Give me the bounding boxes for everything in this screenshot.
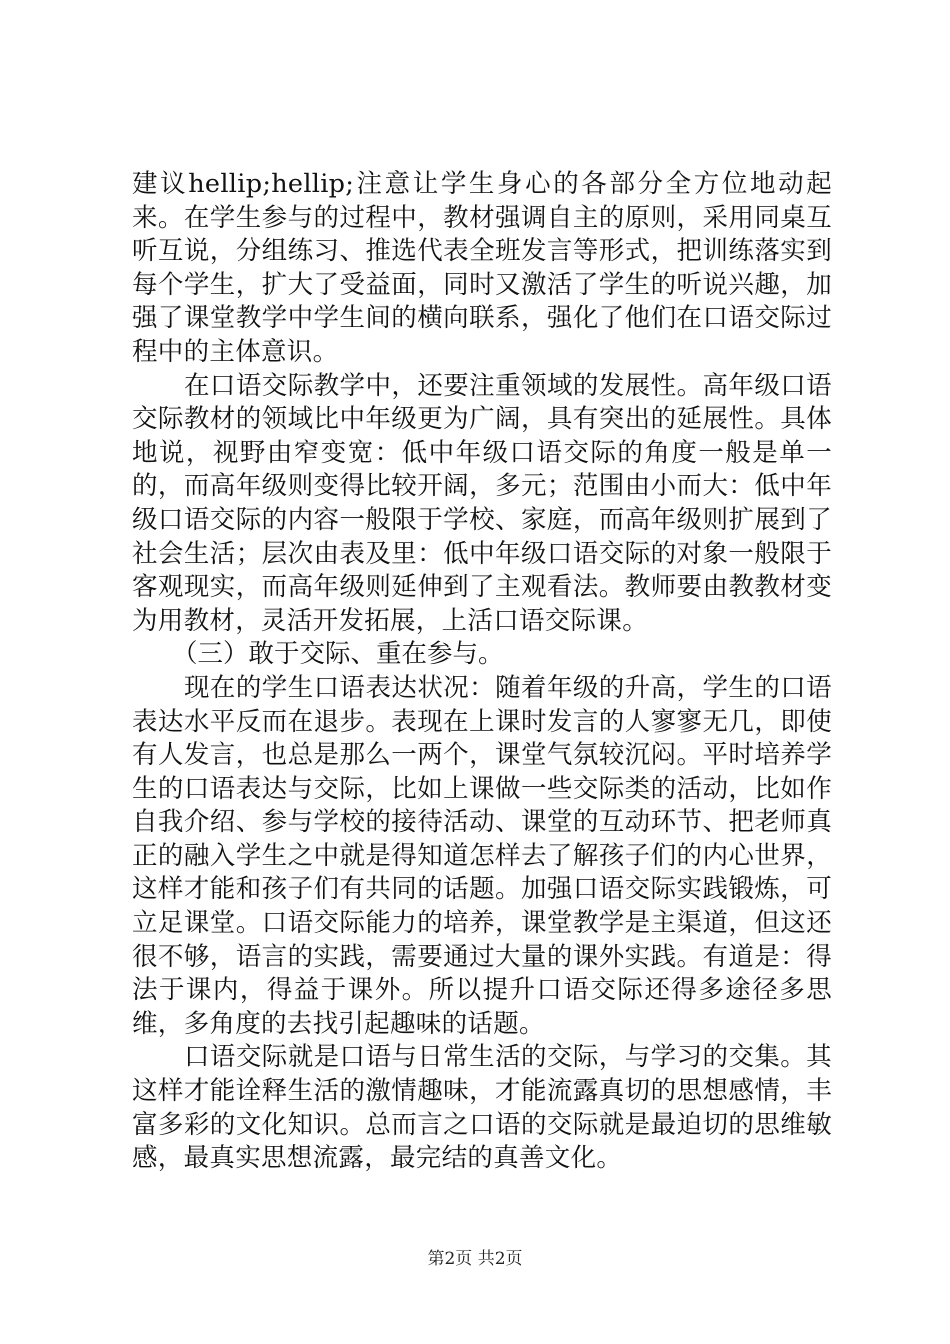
section-heading: （三）敢于交际、重在参与。 bbox=[172, 639, 504, 670]
paragraph: 在口语交际教学中，还要注重领域的发展性。高年级口语交际教材的领域比中年级更为广阔，具有突出的延展性。具体地说，视野由窄变宽：低中年级口语交际的角度一般是单一的，而高年级则变得比较开阔，多元；范围由小而大：低中年级口语交际的内容一般限于学校、家庭，而高年级则扩展到了社会生活；层次由表及里：低中年级口语交际的对象一般限于客观现实，而高年级则延伸到了主观看法。教师要由教教材变为用教材，灵活开发拓展，上活口语交际课。 bbox=[132, 370, 832, 636]
paragraph: 口语交际就是口语与日常生活的交际，与学习的交集。其这样才能诠释生活的激情趣味，才能流露真切的思想感情，丰富多彩的文化知识。总而言之口语的交际就是最迫切的思维敏感，最真实思想流露，最完结的真善文化。 bbox=[132, 1042, 832, 1174]
page-footer: 第2页 共2页 bbox=[427, 1249, 523, 1269]
document-body bbox=[132, 168, 832, 1176]
paragraph: 现在的学生口语表达状况：随着年级的升高，学生的口语表达水平反而在退步。表现在上课时发言的人寥寥无几，即使有人发言，也总是那么一两个，课堂气氛较沉闷。平时培养学生的口语表达与交际，比如上课做一些交际类的活动，比如作自我介绍、参与学校的接待活动、课堂的互动环节、把老师真正的融入学生之中就是得知道怎样去了解孩子们的内心世界，这样才能和孩子们有共同的话题。加强口语交际实践锻炼，可立足课堂。口语交际能力的培养，课堂教学是主渠道，但这还很不够，语言的实践，需要通过大量的课外实践。有道是：得法于课内，得益于课外。所以提升口语交际还得多途径多思维，多角度的去找引起趣味的话题。 bbox=[132, 672, 832, 1039]
paragraph: 建议hellip;hellip;注意让学生身心的各部分全方位地动起来。在学生参与的过程中，教材强调自主的原则，采用同桌互听互说，分组练习、推选代表全班发言等形式，把训练落实到每个学生，扩大了受益面，同时又激活了学生的听说兴趣，加强了课堂教学中学生间的横向联系，强化了他们在口语交际过程中的主体意识。 bbox=[132, 169, 832, 367]
